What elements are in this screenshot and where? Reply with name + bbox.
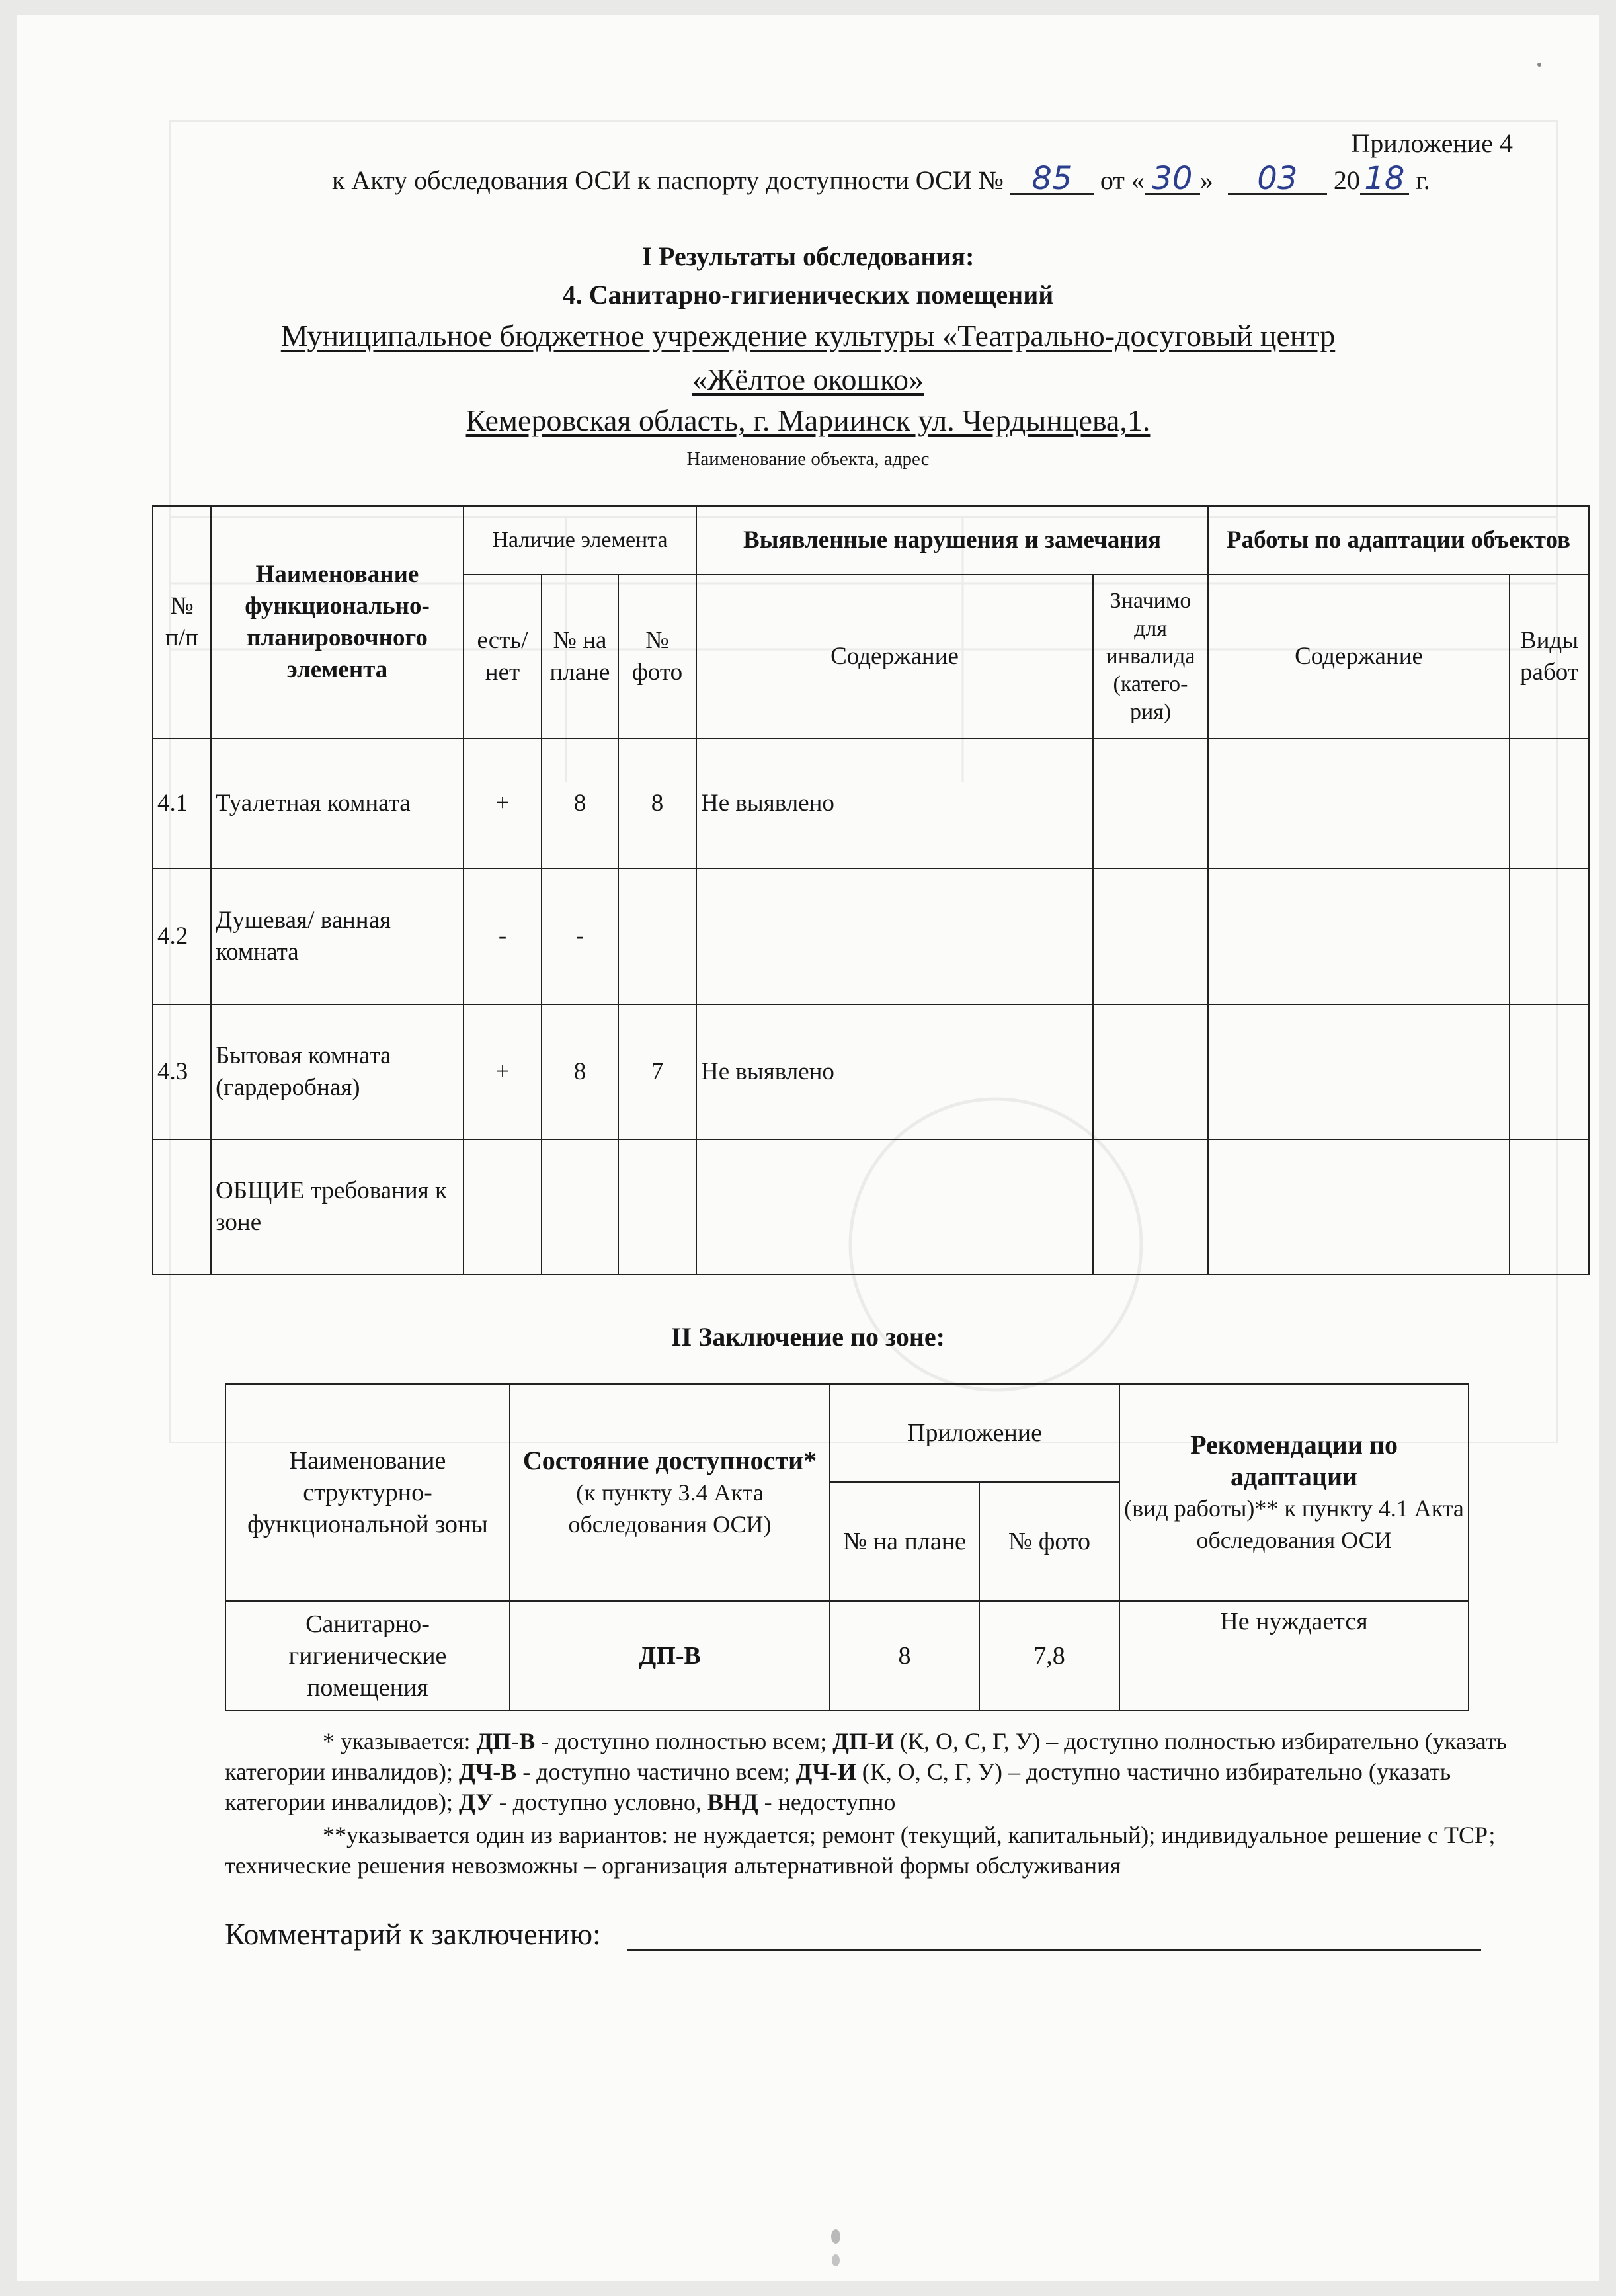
header-adaptation-works: Работы по адаптации объектов [1208,506,1589,575]
organization-name-line2: «Жёлтое окошко» [692,362,924,396]
organization-name-line1: Муниципальное бюджетное учреждение культуры «Театрально-досуговый центр [280,319,1336,352]
row-plan-number: 8 [830,1601,979,1711]
header-violations: Выявленные нарушения и замечания [696,506,1208,575]
document-page [17,15,1599,2281]
header-recommend-note: (вид работы)** к пункту 4.1 Акта обследования ОСИ [1124,1495,1464,1553]
row-work-types [1510,739,1589,868]
row-significance [1093,868,1208,1004]
row-work-types [1510,1139,1589,1274]
date-close: » [1199,165,1213,195]
appendix-label: Приложение 4 [1351,128,1513,158]
header-work-types: Виды работ [1510,575,1589,739]
row-number: 4.2 [153,868,211,1004]
header-state-note: (к пункту 3.4 Акта обследования ОСИ) [568,1479,772,1538]
row-photo-number: 7,8 [979,1601,1119,1711]
row-violation-content: Не выявлено [696,739,1093,868]
footnote-text: - доступно условно, [493,1789,707,1815]
row-plan-number [542,1139,618,1274]
scan-speck [828,2226,844,2274]
row-yes-no [464,1139,542,1274]
row-significance [1093,739,1208,868]
section2-title: II Заключение по зоне: [671,1322,945,1352]
code-vnd: ВНД [707,1789,758,1815]
code-du: ДУ [459,1789,493,1815]
row-plan-number: 8 [542,1004,618,1139]
date-from: от « [1100,165,1145,195]
header-number: № п/п [153,506,211,739]
header-plan-number: № на плане [542,575,618,739]
act-number: 85 [1010,164,1094,195]
footnote-work-types: **указывается один из вариантов: не нуждается; ремонт (текущий, капитальный); индивидуальное решение с ТСР; технические решения невозможны – организация альтернативной формы обслуживания [225,1822,1496,1879]
header-yes-no: есть/ нет [464,575,542,739]
row-plan-number: 8 [542,739,618,868]
row-violation-content [696,868,1093,1004]
row-number [153,1139,211,1274]
scan-speck [1535,61,1543,69]
row-recommendation: Не нуждается [1119,1601,1469,1711]
act-prefix: к Акту обследования ОСИ к паспорту доступности ОСИ № [332,165,1004,195]
row-works-content [1208,868,1510,1004]
row-element-name: Бытовая комната (гардеробная) [211,1004,464,1139]
row-zone: Санитарно-гигиенические помещения [225,1601,510,1711]
section1-title: I Результаты обследования: [641,241,975,271]
footnote-text: (К, О, С, Г, У) – доступно полностью избирательно (указать категории инвалидов); [225,1728,1507,1785]
year-suffix: 18 [1360,164,1409,195]
footnote-text: - доступно частично всем; [516,1758,796,1785]
row-element-name: Душевая/ ванная комната [211,868,464,1004]
row-number: 4.3 [153,1004,211,1139]
footnote-accessibility-codes [225,1726,1534,1817]
header-photo-number: № фото [979,1482,1119,1601]
table-row [153,868,1589,1004]
row-photo-number [618,868,696,1004]
row-works-content [1208,739,1510,868]
row-works-content [1208,1004,1510,1139]
row-photo-number: 8 [618,739,696,868]
row-violation-content [696,1139,1093,1274]
year-end: г. [1415,165,1430,195]
row-photo-number: 7 [618,1004,696,1139]
footnote-text: * указывается: [323,1728,477,1754]
header-photo-number: № фото [618,575,696,739]
row-photo-number [618,1139,696,1274]
header-accessibility-state [510,1384,830,1601]
table-row [153,1139,1589,1274]
row-work-types [1510,1004,1589,1139]
header-plan-number: № на плане [830,1482,979,1601]
row-significance [1093,1139,1208,1274]
zone-conclusion-table [225,1383,1469,1711]
comment-line [627,1949,1481,1951]
code-dch-i: ДЧ-И [795,1758,856,1785]
date-month: 03 [1228,164,1327,195]
code-dp-v: ДП-В [476,1728,536,1754]
header-state-title: Состояние доступности* [522,1446,817,1475]
footnote-text: - доступно полностью всем; [535,1728,833,1754]
header-works-content: Содержание [1208,575,1510,739]
year-prefix: 20 [1333,165,1360,195]
section1-subtitle: 4. Санитарно-гигиенических помещений [562,280,1054,309]
header-presence: Наличие элемента [464,506,696,575]
header-significance: Значимо для инвалида (катего-рия) [1093,575,1208,739]
code-dp-i: ДП-И [832,1728,894,1754]
survey-results-table [152,505,1590,1275]
row-significance [1093,1004,1208,1139]
row-work-types [1510,868,1589,1004]
row-element-name: ОБЩИЕ требования к зоне [211,1139,464,1274]
row-yes-no: - [464,868,542,1004]
footnote-text: - недоступно [758,1789,896,1815]
code-dch-v: ДЧ-В [459,1758,517,1785]
row-plan-number: - [542,868,618,1004]
comment-label: Комментарий к заключению: [225,1917,601,1951]
footnote-text: (К, О, С, Г, У) – доступно частично избирательно (указать категории инвалидов); [225,1758,1451,1815]
header-recommendations [1119,1384,1469,1601]
row-yes-no: + [464,1004,542,1139]
table-row [225,1601,1469,1711]
header-violation-content: Содержание [696,575,1093,739]
row-number: 4.1 [153,739,211,868]
header-recommend-title: Рекомендации по адаптации [1190,1430,1398,1491]
row-element-name: Туалетная комната [211,739,464,868]
row-accessibility-state: ДП-В [510,1601,830,1711]
header-zone: Наименование структурно-функциональной зоны [225,1384,510,1601]
organization-address: Кемеровская область, г. Мариинск ул. Чердынцева,1. [465,403,1151,437]
header-element-name: Наименование функционально-планировочного элемента [211,506,464,739]
row-yes-no: + [464,739,542,868]
act-reference-line [332,160,1430,197]
table-row [153,739,1589,868]
object-caption: Наименование объекта, адрес [686,448,930,470]
date-day: 30 [1145,164,1200,195]
row-violation-content: Не выявлено [696,1004,1093,1139]
row-works-content [1208,1139,1510,1274]
header-appendix: Приложение [830,1384,1119,1482]
table-row [153,1004,1589,1139]
